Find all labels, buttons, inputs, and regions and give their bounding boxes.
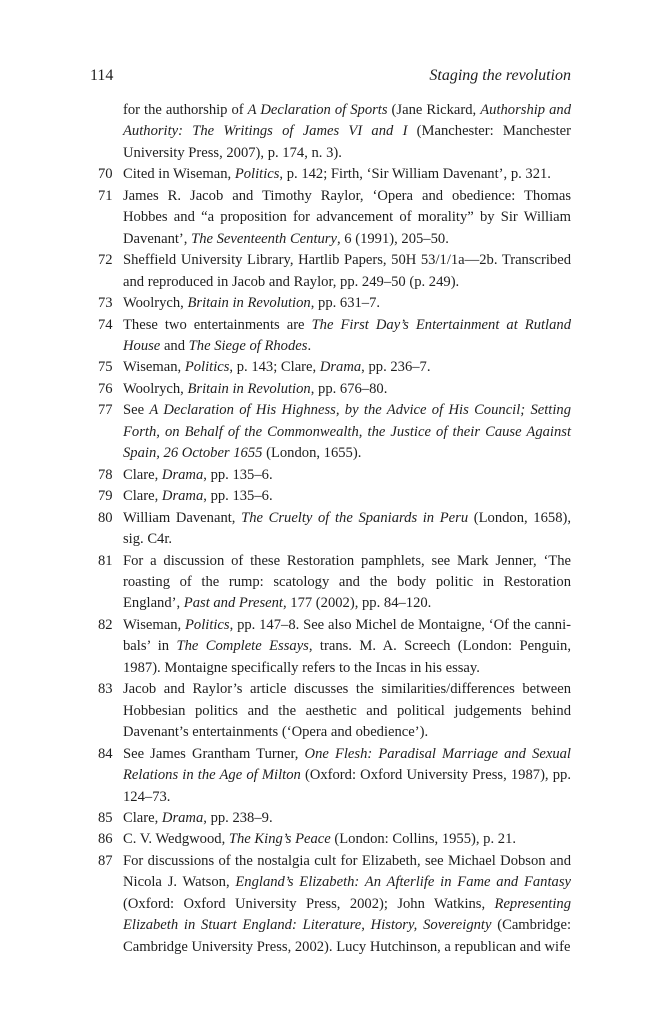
endnote-text: for the authorship of A Declaration of Sports (Jane Rickard, Authorship and Authority: The Writings of James VI and I (Manchester: Manchester University Press, 2007), p. 174, n. 3).	[123, 102, 572, 161]
endnote	[90, 486, 571, 507]
endnote	[90, 357, 571, 378]
running-title: Staging the revolution	[429, 67, 571, 84]
endnote-number: 85	[98, 809, 113, 826]
endnote-number: 71	[98, 187, 113, 204]
endnote-number: 84	[98, 745, 113, 762]
endnote-text: Jacob and Raylor’s article discusses the similarities/differences between Hobbesian politics and the aesthetic and political judgements behind Davenant’s entertainments (‘Opera and obedience’).	[123, 681, 571, 741]
endnote-number: 87	[98, 852, 113, 869]
endnote-text: Clare, Drama, pp. 238–9.	[123, 809, 273, 826]
endnote-number: 78	[98, 466, 113, 483]
endnote	[90, 808, 571, 829]
endnote-text: See A Declaration of His Highness, by the Advice of His Council; Setting Forth, on Behalf of the Commonwealth, the Justice of their Cause Against Spain, 26 October 1655 (London, 1655).	[123, 402, 571, 462]
endnote	[90, 679, 571, 743]
endnote	[90, 250, 571, 293]
endnote-text: Clare, Drama, pp. 135–6.	[123, 488, 273, 505]
endnote	[90, 551, 571, 615]
endnote-text: Wiseman, Politics, pp. 147–8. See also Michel de Montaigne, ‘Of the canni-bals’ in The Complete Essays, trans. M. A. Screech (London: Penguin, 1987). Montaigne specifically refers to the Incas in his essay.	[123, 616, 571, 676]
endnote-text: For discussions of the nostalgia cult for Elizabeth, see Michael Dobson and Nicola J. Watson, England’s Elizabeth: An Afterlife in Fame and Fantasy (Oxford: Oxford University Press, 2002); John Watkins, Representing Elizabeth in Stuart England: Literature, History, Sovereignty (Cambridge: Cambridge University Press, 2002). Lucy Hutchinson, a republican and wife	[123, 852, 571, 955]
endnote-text: These two entertainments are The First Day’s Entertainment at Rutland House and The Siege of Rhodes.	[123, 316, 571, 354]
endnote	[90, 315, 571, 358]
endnote	[90, 615, 571, 679]
endnote-number: 79	[98, 488, 113, 505]
endnote-text: Clare, Drama, pp. 135–6.	[123, 466, 273, 483]
endnote-number: 72	[98, 252, 113, 269]
endnote-number: 70	[98, 166, 113, 183]
running-header	[90, 64, 571, 88]
endnote	[90, 186, 571, 250]
endnote-number: 73	[98, 295, 113, 312]
endnote-text: Sheffield University Library, Hartlib Papers, 50H 53/1/1a—2b. Transcribed and reproduced in Jacob and Raylor, pp. 249–50 (p. 249).	[123, 252, 571, 290]
endnote	[90, 100, 571, 164]
endnote	[90, 400, 571, 464]
endnote	[90, 508, 571, 551]
endnote	[90, 164, 571, 185]
endnote-number: 82	[98, 616, 113, 633]
endnote-number: 76	[98, 380, 113, 397]
endnote	[90, 829, 571, 850]
endnote-text: C. V. Wedgwood, The King’s Peace (London: Collins, 1955), p. 21.	[123, 831, 517, 848]
endnote-number: 80	[98, 509, 113, 526]
endnote-text: Wiseman, Politics, p. 143; Clare, Drama, pp. 236–7.	[123, 359, 431, 376]
endnote	[90, 851, 571, 958]
endnote-text: See James Grantham Turner, One Flesh: Paradisal Marriage and Sexual Relations in the Age of Milton (Oxford: Oxford University Press, 1987), pp. 124–73.	[123, 745, 571, 805]
endnote-text: William Davenant, The Cruelty of the Spaniards in Peru (London, 1658), sig. C4r.	[123, 509, 571, 548]
endnote-number: 86	[98, 831, 113, 848]
endnote	[90, 465, 571, 486]
endnote	[90, 744, 571, 808]
endnotes-list	[90, 100, 571, 958]
endnote-number: 77	[98, 402, 113, 419]
endnote-text: For a discussion of these Restoration pamphlets, see Mark Jenner, ‘The roasting of the rump: scatology and the body politic in Restoration England’, Past and Present, 177 (2002), pp. 84–120.	[123, 552, 571, 612]
endnote-number: 83	[98, 681, 113, 698]
endnote-text: James R. Jacob and Timothy Raylor, ‘Opera and obedience: Thomas Hobbes and “a proposition for advancement of morality” by Sir William Davenant’, The Seventeenth Century, 6 (1991), 205–50.	[123, 187, 571, 247]
endnote-text: Woolrych, Britain in Revolution, pp. 631–7.	[123, 295, 381, 312]
endnote-number: 75	[98, 359, 113, 376]
endnote-text: Woolrych, Britain in Revolution, pp. 676–80.	[123, 380, 388, 397]
endnote-number: 74	[98, 316, 113, 333]
page-number: 114	[90, 67, 114, 84]
endnote-number: 81	[98, 552, 113, 569]
endnote-text: Cited in Wiseman, Politics, p. 142; Firth, ‘Sir William Davenant’, p. 321.	[123, 166, 551, 183]
endnote	[90, 293, 571, 314]
endnote	[90, 379, 571, 400]
